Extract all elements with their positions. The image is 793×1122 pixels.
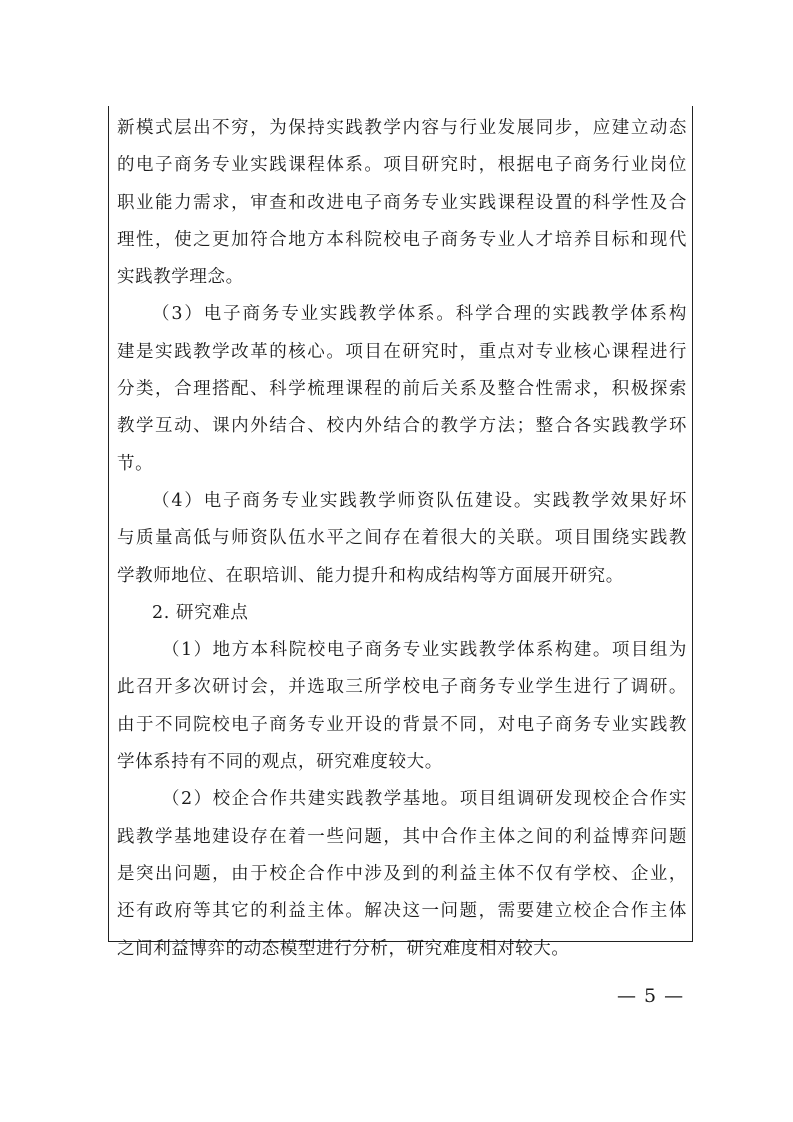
text-line: 建是实践教学改革的核心。项目在研究时，重点对专业核心课程进行 bbox=[117, 341, 687, 362]
text-line: 分类，合理搭配、科学梳理课程的前后关系及整合性需求，积极探索 bbox=[117, 379, 687, 400]
text-line: 实践教学理念。 bbox=[117, 267, 244, 288]
text-line: 学教师地位、在职培训、能力提升和构成结构等方面展开研究。 bbox=[117, 565, 624, 586]
text-line: 学体系持有不同的观点，研究难度较大。 bbox=[117, 752, 443, 773]
text-line: 是突出问题，由于校企合作中涉及到的利益主体不仅有学校、企业， bbox=[117, 863, 687, 884]
text-line: 此召开多次研讨会，并选取三所学校电子商务专业学生进行了调研。 bbox=[117, 677, 687, 698]
text-line: 还有政府等其它的利益主体。解决这一问题，需要建立校企合作主体 bbox=[117, 901, 687, 922]
paragraph-difficulty-2 bbox=[117, 781, 687, 967]
text-line: 由于不同院校电子商务专业开设的背景不同，对电子商务专业实践教 bbox=[117, 714, 687, 735]
section-heading: 2. 研究难点 bbox=[152, 602, 249, 623]
text-line: 新模式层出不穷，为保持实践教学内容与行业发展同步，应建立动态 bbox=[117, 118, 687, 138]
text-line: 践教学基地建设存在着一些问题，其中合作主体之间的利益博弈问题 bbox=[117, 826, 687, 847]
paragraph-item-4 bbox=[117, 483, 687, 595]
page-number: — 5 — bbox=[617, 985, 685, 1007]
text-line: （2）校企合作共建实践教学基地。项目组调研发现校企合作实 bbox=[162, 789, 687, 810]
text-line: 的电子商务专业实践课程体系。项目研究时，根据电子商务行业岗位 bbox=[117, 155, 687, 176]
section-heading-difficulties bbox=[117, 595, 687, 632]
text-line: 之间利益博弈的动态模型进行分析，研究难度相对较大。 bbox=[117, 938, 570, 959]
paragraph-item-3 bbox=[117, 296, 687, 482]
text-line: （3）电子商务专业实践教学体系。科学合理的实践教学体系构 bbox=[152, 304, 687, 325]
text-line: 教学互动、课内外结合、校内外结合的教学方法；整合各实践教学环 bbox=[117, 416, 687, 437]
text-line: 与质量高低与师资队伍水平之间存在着很大的关联。项目围绕实践教 bbox=[117, 528, 687, 549]
text-line: 节。 bbox=[117, 453, 154, 474]
paragraph-curriculum-continued bbox=[117, 110, 687, 296]
text-line: 职业能力需求，审查和改进电子商务专业实践课程设置的科学性及合 bbox=[117, 192, 687, 213]
text-line: （1）地方本科院校电子商务专业实践教学体系构建。项目组为 bbox=[162, 640, 687, 661]
text-line: （4）电子商务专业实践教学师资队伍建设。实践教学效果好坏 bbox=[152, 490, 687, 511]
paragraph-difficulty-1 bbox=[117, 632, 687, 781]
document-body bbox=[117, 110, 687, 968]
text-line: 理性，使之更加符合地方本科院校电子商务专业人才培养目标和现代 bbox=[117, 229, 687, 250]
